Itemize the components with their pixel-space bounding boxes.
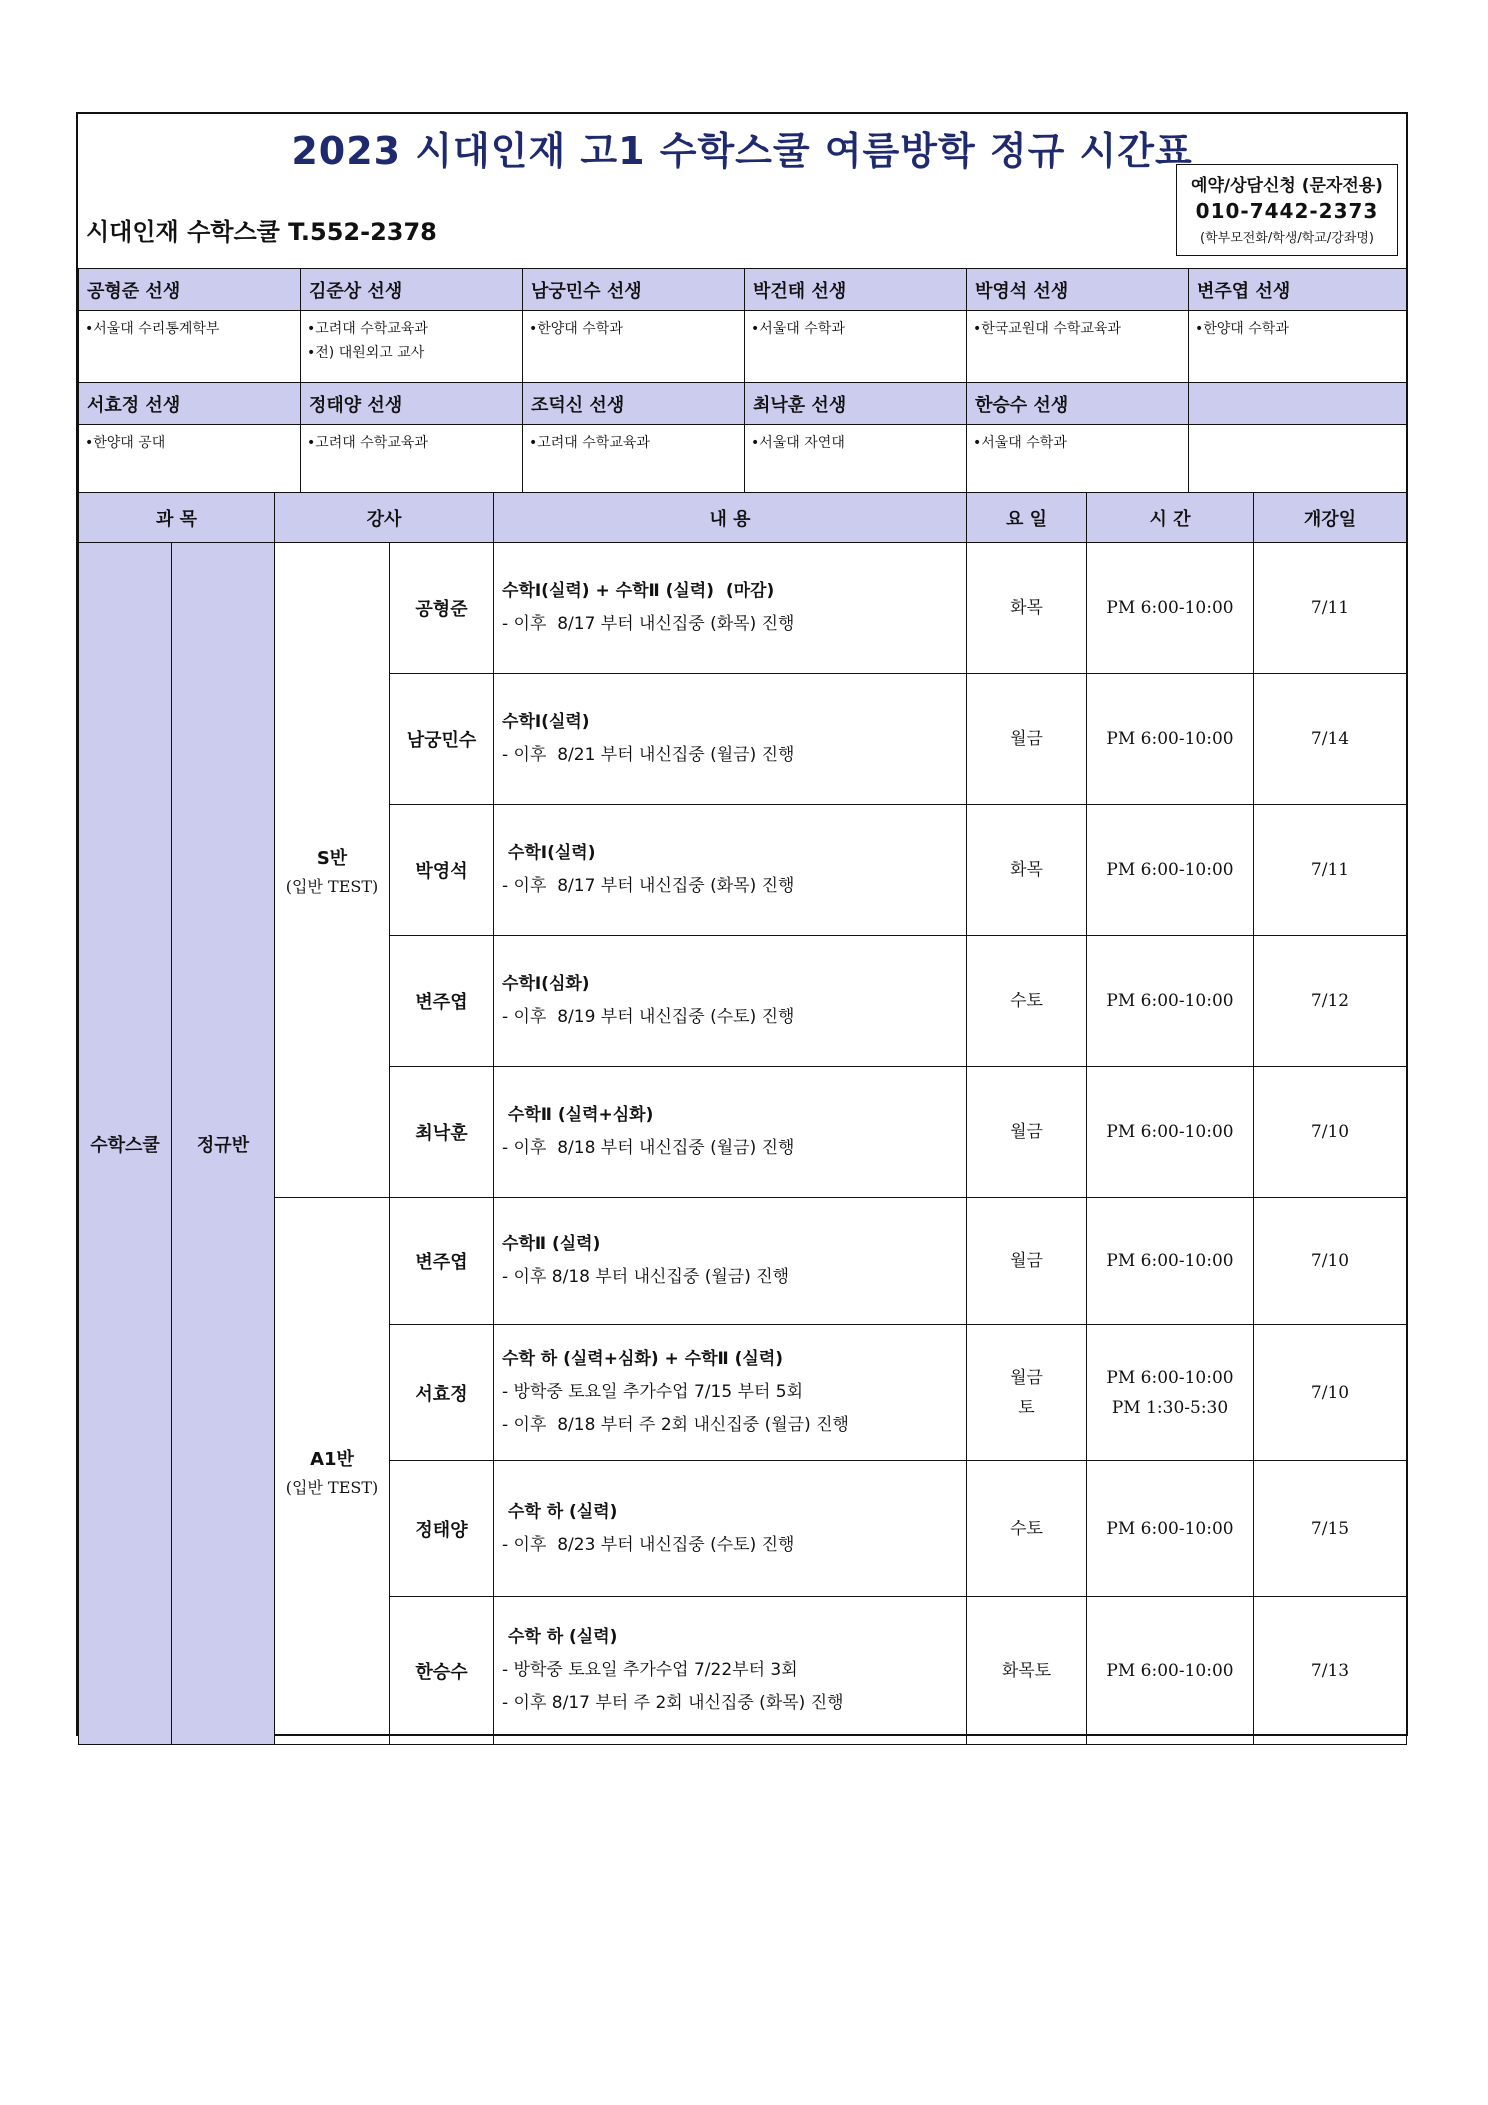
teacher-name: 조덕신 선생 — [523, 383, 745, 425]
teacher-cell: 공형준 — [390, 543, 494, 674]
class-cell — [275, 543, 390, 1198]
time-value: PM 1:30-5:30 — [1111, 1397, 1229, 1418]
start-date-cell: 7/10 — [1254, 1325, 1407, 1461]
content-cell — [494, 1461, 967, 1597]
day-value: 화목토 — [1001, 1660, 1052, 1681]
start-date-cell: 7/14 — [1254, 674, 1407, 805]
schedule-row — [79, 543, 1407, 674]
teacher-credentials — [523, 425, 745, 497]
time-cell — [1087, 936, 1254, 1067]
contact-box — [1176, 164, 1398, 256]
header-subject: 과 목 — [79, 493, 275, 543]
course-title: 수학Ⅰ(실력) — [502, 843, 596, 863]
teacher-cell: 박영석 — [390, 805, 494, 936]
day-value: 화목 — [1010, 860, 1043, 880]
class-name: A1반 — [310, 1448, 354, 1470]
teacher-name: 정태양 선생 — [301, 383, 523, 425]
time-value: PM 6:00-10:00 — [1106, 1251, 1234, 1271]
teacher-table — [78, 268, 1407, 497]
teacher-credentials — [967, 311, 1189, 383]
page-title: 2023 시대인재 고1 수학스쿨 여름방학 정규 시간표 — [291, 129, 1193, 173]
teacher-name-row — [79, 269, 1407, 311]
day-value: 월금 — [1010, 729, 1043, 749]
content-cell — [494, 1067, 967, 1198]
teacher-credentials — [745, 311, 967, 383]
header-days: 요 일 — [967, 493, 1087, 543]
course-note: - 이후 8/19 부터 내신집중 (수토) 진행 — [502, 1007, 795, 1027]
credential-line: •서울대 수학과 — [751, 321, 845, 337]
course-note: - 이후 8/17 부터 내신집중 (화목) 진행 — [502, 876, 795, 896]
academy-name: 시대인재 수학스쿨 T.552-2378 — [86, 218, 437, 246]
teacher-credentials — [301, 311, 523, 383]
days-cell — [967, 1067, 1087, 1198]
days-cell — [967, 1325, 1087, 1461]
start-date-cell: 7/10 — [1254, 1198, 1407, 1325]
credential-line: •고려대 수학교육과 — [307, 435, 428, 451]
start-date-cell: 7/15 — [1254, 1461, 1407, 1597]
start-date-cell: 7/13 — [1254, 1597, 1407, 1745]
time-cell — [1087, 674, 1254, 805]
course-note: - 이후 8/18 부터 내신집중 (월금) 진행 — [502, 1267, 790, 1287]
contact-note: (학부모전화/학생/학교/강좌명) — [1200, 231, 1374, 246]
teacher-info-row — [79, 311, 1407, 383]
day-value: 수토 — [1010, 1518, 1043, 1539]
teacher-name: 서효정 선생 — [79, 383, 301, 425]
teacher-cell: 정태양 — [390, 1461, 494, 1597]
teacher-name: 한승수 선생 — [967, 383, 1189, 425]
time-cell — [1087, 805, 1254, 936]
credential-line: •서울대 수학과 — [973, 435, 1067, 451]
header-content: 내 용 — [494, 493, 967, 543]
time-cell — [1087, 1597, 1254, 1745]
time-value: PM 6:00-10:00 — [1106, 991, 1234, 1011]
teacher-name: 김준상 선생 — [301, 269, 523, 311]
course-note: - 방학중 토요일 추가수업 7/15 부터 5회 — [502, 1382, 804, 1402]
teacher-cell: 변주엽 — [390, 936, 494, 1067]
teacher-name: 공형준 선생 — [79, 269, 301, 311]
schedule-table — [78, 492, 1407, 1745]
teacher-name: 박영석 선생 — [967, 269, 1189, 311]
teacher-name: 변주엽 선생 — [1189, 269, 1407, 311]
timetable-frame — [76, 112, 1408, 1736]
subject-cell: 수학스쿨 — [79, 543, 172, 1745]
content-cell — [494, 1597, 967, 1745]
days-cell — [967, 805, 1087, 936]
day-value: 수토 — [1010, 991, 1043, 1011]
credential-line: •서울대 수리통계학부 — [85, 321, 220, 337]
teacher-info-row — [79, 425, 1407, 497]
days-cell — [967, 1461, 1087, 1597]
content-cell — [494, 1325, 967, 1461]
content-cell — [494, 1198, 967, 1325]
credential-line: •한양대 공대 — [85, 435, 166, 451]
header-start-date: 개강일 — [1254, 493, 1407, 543]
time-value: PM 6:00-10:00 — [1106, 860, 1234, 880]
teacher-cell: 최낙훈 — [390, 1067, 494, 1198]
credential-line: •전) 대원외고 교사 — [307, 345, 425, 361]
content-cell — [494, 674, 967, 805]
course-title: 수학Ⅱ (실력) — [502, 1234, 601, 1254]
course-title: 수학Ⅰ(실력) + 수학Ⅱ (실력) (마감) — [502, 581, 775, 601]
credential-line: •고려대 수학교육과 — [307, 321, 428, 337]
class-test-note: (입반 TEST) — [285, 1477, 379, 1497]
time-value: PM 6:00-10:00 — [1106, 1518, 1234, 1539]
course-title: 수학 하 (실력) — [502, 1627, 618, 1647]
credential-line: •서울대 자연대 — [751, 435, 845, 451]
teacher-credentials — [1189, 425, 1407, 497]
course-cell: 정규반 — [172, 543, 275, 1745]
course-note: - 이후 8/21 부터 내신집중 (월금) 진행 — [502, 745, 795, 765]
contact-label: 예약/상담신청 (문자전용) — [1191, 176, 1383, 196]
header-time: 시 간 — [1087, 493, 1254, 543]
schedule-header-row — [79, 493, 1407, 543]
start-date-cell: 7/10 — [1254, 1067, 1407, 1198]
teacher-credentials — [79, 425, 301, 497]
time-value: PM 6:00-10:00 — [1106, 1367, 1234, 1388]
time-value: PM 6:00-10:00 — [1106, 1122, 1234, 1142]
time-cell — [1087, 1067, 1254, 1198]
time-cell — [1087, 1461, 1254, 1597]
teacher-name: 최낙훈 선생 — [745, 383, 967, 425]
teacher-cell: 서효정 — [390, 1325, 494, 1461]
content-cell — [494, 805, 967, 936]
start-date-cell: 7/11 — [1254, 805, 1407, 936]
course-title: 수학Ⅰ(심화) — [502, 974, 590, 994]
teacher-cell: 남궁민수 — [390, 674, 494, 805]
class-cell — [275, 1198, 390, 1745]
class-name: S반 — [316, 847, 348, 869]
content-cell — [494, 936, 967, 1067]
teacher-credentials — [967, 425, 1189, 497]
teacher-credentials — [301, 425, 523, 497]
teacher-cell: 한승수 — [390, 1597, 494, 1745]
teacher-name-row — [79, 383, 1407, 425]
course-note: - 방학중 토요일 추가수업 7/22부터 3회 — [502, 1660, 798, 1680]
time-value: PM 6:00-10:00 — [1106, 729, 1234, 749]
teacher-credentials — [79, 311, 301, 383]
time-value: PM 6:00-10:00 — [1106, 1660, 1234, 1681]
schedule-row — [79, 1198, 1407, 1325]
course-note: - 이후 8/18 부터 주 2회 내신집중 (월금) 진행 — [502, 1415, 849, 1435]
start-date-cell: 7/12 — [1254, 936, 1407, 1067]
day-value: 월금 — [1010, 1251, 1043, 1271]
course-note: - 이후 8/23 부터 내신집중 (수토) 진행 — [502, 1534, 795, 1555]
day-value: 화목 — [1010, 598, 1043, 618]
day-value: 토 — [1018, 1397, 1035, 1418]
time-cell — [1087, 1198, 1254, 1325]
credential-line: •한양대 수학과 — [1195, 321, 1289, 337]
credential-line: •고려대 수학교육과 — [529, 435, 650, 451]
contact-phone: 010-7442-2373 — [1195, 199, 1379, 223]
content-cell — [494, 543, 967, 674]
day-value: 월금 — [1010, 1367, 1043, 1388]
course-title: 수학Ⅰ(실력) — [502, 712, 590, 732]
days-cell — [967, 1597, 1087, 1745]
start-date-cell: 7/11 — [1254, 543, 1407, 674]
teacher-name: 남궁민수 선생 — [523, 269, 745, 311]
teacher-name: 박건태 선생 — [745, 269, 967, 311]
teacher-credentials — [745, 425, 967, 497]
teacher-cell: 변주엽 — [390, 1198, 494, 1325]
class-test-note: (입반 TEST) — [285, 876, 379, 896]
course-title: 수학 하 (실력+심화) + 수학Ⅱ (실력) — [502, 1349, 784, 1369]
course-note: - 이후 8/17 부터 내신집중 (화목) 진행 — [502, 614, 795, 634]
course-note: - 이후 8/18 부터 내신집중 (월금) 진행 — [502, 1138, 795, 1158]
credential-line: •한국교원대 수학교육과 — [973, 321, 1121, 337]
course-note: - 이후 8/17 부터 주 2회 내신집중 (화목) 진행 — [502, 1693, 844, 1713]
header-instructor: 강사 — [275, 493, 494, 543]
teacher-credentials — [523, 311, 745, 383]
teacher-name — [1189, 383, 1407, 425]
days-cell — [967, 936, 1087, 1067]
time-cell — [1087, 1325, 1254, 1461]
time-cell — [1087, 543, 1254, 674]
day-value: 월금 — [1010, 1122, 1043, 1142]
days-cell — [967, 543, 1087, 674]
time-value: PM 6:00-10:00 — [1106, 598, 1234, 618]
course-title: 수학Ⅱ (실력+심화) — [502, 1105, 654, 1125]
course-title: 수학 하 (실력) — [502, 1501, 618, 1522]
days-cell — [967, 674, 1087, 805]
teacher-credentials — [1189, 311, 1407, 383]
credential-line: •한양대 수학과 — [529, 321, 623, 337]
days-cell — [967, 1198, 1087, 1325]
